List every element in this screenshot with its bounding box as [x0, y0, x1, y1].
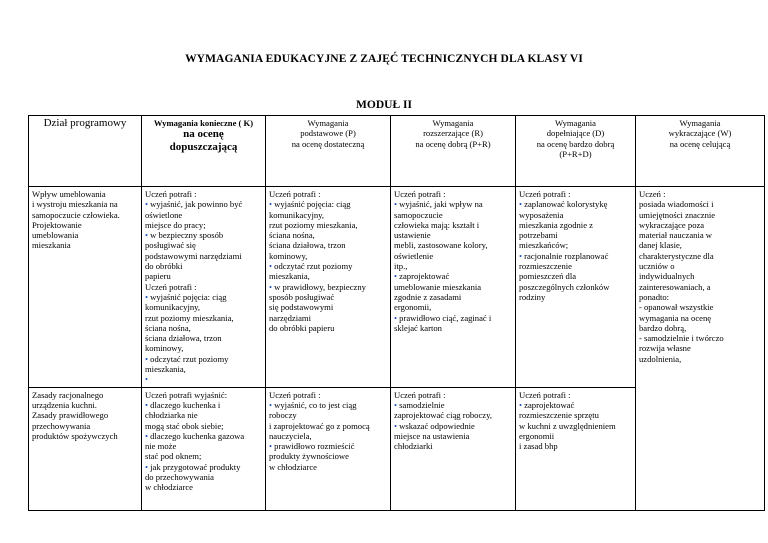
line-text: miejsce na ustawienia	[394, 430, 470, 441]
cell-line	[145, 441, 262, 451]
document-title: WYMAGANIA EDUKACYJNE Z ZAJĘĆ TECHNICZNYCH DLA KLASY VI	[185, 53, 583, 65]
cell-line	[394, 390, 512, 400]
header-r-line3: na ocenę dobrą (P+R)	[415, 138, 491, 149]
bullet-icon: •	[519, 250, 525, 261]
cell-line	[269, 261, 387, 271]
cell-line: umiejętności znacznie	[639, 209, 716, 220]
line-text: sposób posługiwać	[269, 291, 335, 302]
header-row	[29, 116, 765, 187]
cell-line: - opanował wszystkie	[639, 302, 714, 313]
cell-line	[145, 374, 262, 384]
header-exceeding-w	[636, 116, 765, 187]
line-text: poszczególnych członków	[519, 281, 610, 292]
line-text: ściana działowa, trzon	[269, 240, 346, 251]
line-text: racjonalnie rozplanować	[524, 250, 609, 261]
line-text: do przechowywania	[145, 472, 214, 483]
cell-line	[519, 220, 632, 230]
line-text: sklejać karton	[394, 322, 442, 333]
cell-line: Zasady prawidłowego	[32, 410, 109, 421]
cell-line	[145, 282, 262, 292]
cell-line	[145, 354, 262, 364]
header-d-line1: Wymagania	[554, 118, 596, 128]
line-text: ściana działowa, trzon	[145, 333, 222, 344]
cell-line: produktów spożywczych	[32, 430, 118, 441]
line-text: człowieka mają: kształt i	[394, 219, 480, 230]
cell-line: i wystroju mieszkania na	[32, 199, 118, 210]
cell-line	[269, 220, 387, 230]
line-text: w prawidłowy, bezpieczny	[274, 281, 366, 292]
topic-cell	[29, 387, 142, 510]
cell-line	[269, 199, 387, 209]
requirements-table	[28, 115, 765, 511]
cell-line	[519, 292, 632, 302]
cell-line	[269, 431, 387, 441]
cell-line	[145, 333, 262, 343]
cell-line	[269, 323, 387, 333]
bullet-icon: •	[394, 312, 400, 323]
header-complementary-d	[516, 116, 636, 187]
line-text: Uczeń potrafi :	[269, 389, 321, 400]
cell-line	[394, 271, 512, 281]
cell-line	[269, 210, 387, 220]
header-d-line3: na ocenę bardzo dobrą	[536, 138, 615, 149]
cell-line	[269, 292, 387, 302]
line-text: komunikacyjny,	[269, 209, 325, 220]
cell-line: Zasady racjonalnego	[32, 389, 104, 400]
cell-line	[394, 240, 512, 250]
cell-line: urządzenia kuchni.	[32, 399, 97, 410]
cell-line	[519, 230, 632, 240]
cell-line	[269, 240, 387, 250]
cell-line	[519, 400, 632, 410]
bullet-icon: •	[145, 461, 151, 472]
cell-line: Wpływ umeblowania	[32, 189, 106, 199]
line-text: w chłodziarce	[145, 482, 193, 493]
cell-line	[394, 441, 512, 451]
cell-line	[269, 251, 387, 261]
bullet-icon: •	[519, 199, 525, 210]
cell-line: posiada wiadomości i	[639, 199, 714, 210]
line-text: nie może	[145, 441, 177, 452]
cell-line	[269, 451, 387, 461]
bullet-icon: •	[394, 420, 400, 431]
cell-line: - samodzielnie i twórczo	[639, 333, 724, 344]
cell-line	[145, 410, 262, 420]
line-text: chłodziarka nie	[145, 410, 198, 421]
bullet-icon: •	[145, 230, 151, 241]
bullet-icon: •	[145, 430, 151, 441]
header-r-line2: rozszerzające (R)	[423, 128, 483, 139]
cell-line	[394, 282, 512, 292]
cell-line	[519, 210, 632, 220]
line-text: do obróbki papieru	[269, 322, 335, 333]
cell-line: rozwija własne	[639, 343, 691, 354]
line-text: jak przygotować produkty	[150, 461, 241, 472]
k-cell	[142, 387, 266, 510]
topic-cell	[29, 187, 142, 388]
cell-line	[145, 323, 262, 333]
cell-line: mieszkania	[32, 240, 71, 251]
cell-line: materiał nauczania w	[639, 230, 713, 241]
cell-line	[394, 230, 512, 240]
line-text: wskazać odpowiednie	[399, 420, 475, 431]
line-text: wyjaśnić pojęcia: ciąg	[150, 291, 227, 302]
cell-line	[269, 390, 387, 400]
line-text: rozmieszczenie	[519, 261, 572, 272]
bullet-icon: •	[394, 199, 400, 210]
cell-line	[145, 210, 262, 220]
line-text: podstawowymi narzędziami	[145, 250, 242, 261]
cell-line: zainteresowaniach, a	[639, 281, 711, 292]
bullet-icon: •	[145, 374, 149, 385]
bullet-icon: •	[269, 399, 275, 410]
line-text: dlaczego kuchenka i	[150, 399, 221, 410]
cell-line	[269, 441, 387, 451]
cell-line: indywidualnych	[639, 271, 695, 282]
cell-line: wykraczające poza	[639, 219, 705, 230]
r-cell	[391, 387, 516, 510]
line-text: Uczeń potrafi :	[519, 389, 571, 400]
cell-line	[145, 199, 262, 209]
cell-line	[145, 482, 262, 492]
line-text: rozmieszczenie sprzętu	[519, 410, 599, 421]
cell-line	[145, 364, 262, 374]
d-cell	[516, 187, 636, 388]
cell-line: samopoczucie człowieka.	[32, 209, 120, 220]
line-text: mieszkania,	[145, 364, 186, 375]
line-text: posługiwać się	[145, 240, 196, 251]
cell-line: ponadto:	[639, 291, 670, 302]
cell-line	[394, 261, 512, 271]
line-text: mieszkania zgodnie z	[519, 219, 593, 230]
cell-line: charakterystyczne dla	[639, 250, 714, 261]
cell-line	[394, 220, 512, 230]
d-cell	[516, 387, 636, 510]
cell-line	[145, 220, 262, 230]
line-text: rzut poziomy mieszkania,	[269, 219, 358, 230]
cell-line	[519, 199, 632, 209]
bullet-icon: •	[269, 281, 275, 292]
cell-line: Uczeń :	[639, 189, 666, 199]
cell-line	[394, 302, 512, 312]
bullet-icon: •	[269, 261, 275, 272]
cell-line	[269, 421, 387, 431]
line-text: itp.,	[394, 261, 408, 272]
cell-line: bardzo dobrą,	[639, 322, 687, 333]
header-k-line2: dopuszczającą	[169, 140, 238, 153]
cell-line	[269, 282, 387, 292]
line-text: mebli, zastosowane kolory,	[394, 240, 488, 251]
line-text: potrzebami	[519, 230, 558, 241]
header-p-line1: Wymagania	[307, 118, 349, 128]
cell-line	[394, 323, 512, 333]
line-text: produkty żywnościowe	[269, 451, 349, 462]
cell-line	[269, 462, 387, 472]
cell-line	[145, 451, 262, 461]
line-text: wyjaśnić pojęcia: ciąg	[274, 199, 351, 210]
cell-line	[269, 302, 387, 312]
line-text: Uczeń potrafi :	[519, 189, 571, 199]
p-cell	[266, 187, 391, 388]
cell-line	[145, 313, 262, 323]
line-text: samopoczucie	[394, 209, 443, 220]
line-text: zaprojektować ciąg roboczy,	[394, 410, 492, 421]
cell-line	[269, 313, 387, 323]
line-text: wyjaśnić, jaki wpływ na	[399, 199, 483, 210]
cell-line	[394, 410, 512, 420]
cell-line	[394, 313, 512, 323]
line-text: do obróbki	[145, 261, 183, 272]
header-p-line2: podstawowe (P)	[300, 128, 356, 139]
line-text: w bezpieczny sposób	[150, 230, 224, 241]
cell-line	[145, 390, 262, 400]
header-p-line3: na ocenę dostateczną	[291, 138, 365, 149]
p-cell	[266, 387, 391, 510]
cell-line: uczniów o	[639, 261, 675, 272]
line-text: ściana nośna,	[145, 322, 191, 333]
line-text: odczytać rzut poziomy	[150, 353, 229, 364]
cell-line: wymagania na ocenę	[639, 312, 712, 323]
w-cell	[636, 187, 765, 511]
bullet-icon: •	[519, 399, 525, 410]
line-text: zaprojektować	[524, 399, 575, 410]
line-text: oświetlone	[145, 209, 183, 220]
module-title: MODUŁ II	[356, 99, 412, 111]
cell-line	[519, 390, 632, 400]
header-basic-p	[266, 116, 391, 187]
line-text: w chłodziarce	[269, 461, 317, 472]
line-text: mieszkańców;	[519, 240, 569, 251]
cell-line	[145, 251, 262, 261]
line-text: prawidłowo rozmieścić	[274, 441, 355, 452]
cell-line	[145, 302, 262, 312]
line-text: dlaczego kuchenka gazowa	[150, 430, 245, 441]
header-section: Dział programowy	[29, 116, 142, 187]
header-k-line1: na ocenę	[183, 128, 224, 141]
line-text: ściana nośna,	[269, 230, 315, 241]
bullet-icon: •	[269, 441, 275, 452]
header-w-line2: wykraczające (W)	[668, 128, 732, 139]
k-cell	[142, 187, 266, 388]
line-text: ustawienie	[394, 230, 431, 241]
line-text: oświetlenie	[394, 250, 434, 261]
cell-line: uzdolnienia,	[639, 353, 682, 364]
cell-line	[145, 261, 262, 271]
cell-line	[394, 431, 512, 441]
line-text: Uczeń potrafi :	[394, 389, 446, 400]
line-text: stać pod oknem;	[145, 451, 202, 462]
line-text: roboczy	[269, 410, 297, 421]
line-text: Uczeń potrafi :	[145, 281, 197, 292]
line-text: samodzielnie	[399, 399, 445, 410]
cell-line	[269, 410, 387, 420]
cell-line	[145, 271, 262, 281]
cell-line	[519, 240, 632, 250]
cell-line	[269, 271, 387, 281]
header-d-line4: (P+R+D)	[559, 148, 592, 159]
line-text: Uczeń potrafi :	[145, 189, 197, 199]
cell-line	[519, 441, 632, 451]
cell-line	[394, 189, 512, 199]
line-text: Uczeń potrafi wyjaśnić:	[145, 389, 228, 400]
line-text: zaprojektować	[399, 271, 450, 282]
header-r-line1: Wymagania	[432, 118, 474, 128]
cell-line	[394, 251, 512, 261]
line-text: i zasad bhp	[519, 441, 558, 452]
cell-line	[145, 421, 262, 431]
line-text: prawidłowo ciąć, zaginać i	[399, 312, 492, 323]
cell-line	[145, 240, 262, 250]
line-text: rodziny	[519, 291, 546, 302]
header-k-title: Wymagania konieczne ( K)	[153, 118, 254, 128]
line-text: zgodnie z zasadami	[394, 291, 462, 302]
cell-line	[519, 261, 632, 271]
cell-line	[145, 462, 262, 472]
bullet-icon: •	[145, 353, 151, 364]
cell-line	[519, 421, 632, 431]
cell-line	[519, 431, 632, 441]
line-text: mogą stać obok siebie;	[145, 420, 224, 431]
line-text: Uczeń potrafi :	[269, 189, 321, 199]
line-text: nauczyciela,	[269, 430, 312, 441]
cell-line	[519, 410, 632, 420]
bullet-icon: •	[394, 399, 400, 410]
line-text: ergonomii,	[394, 302, 432, 313]
r-cell	[391, 187, 516, 388]
cell-line	[269, 230, 387, 240]
line-text: ergonomii	[519, 430, 555, 441]
bullet-icon: •	[145, 399, 151, 410]
cell-line	[145, 230, 262, 240]
line-text: miejsce do pracy;	[145, 219, 206, 230]
line-text: odczytać rzut poziomy	[274, 261, 353, 272]
cell-line	[269, 400, 387, 410]
cell-line	[145, 431, 262, 441]
cell-line	[145, 292, 262, 302]
header-required-k	[142, 116, 266, 187]
line-text: mieszkania,	[269, 271, 310, 282]
line-text: wyjaśnić, co to jest ciąg	[274, 399, 357, 410]
line-text: wyjaśnić, jak powinno być	[150, 199, 243, 210]
line-text: Uczeń potrafi :	[394, 189, 446, 199]
cell-line	[394, 421, 512, 431]
cell-line	[394, 199, 512, 209]
line-text: rzut poziomy mieszkania,	[145, 312, 234, 323]
line-text: papieru	[145, 271, 171, 282]
line-text: narzędziami	[269, 312, 311, 323]
line-text: kominowy,	[269, 250, 308, 261]
header-extended-r	[391, 116, 516, 187]
cell-line: danej klasie,	[639, 240, 682, 251]
line-text: pomieszczeń dla	[519, 271, 577, 282]
line-text: się podstawowymi	[269, 302, 334, 313]
bullet-icon: •	[394, 271, 400, 282]
line-text: komunikacyjny,	[145, 302, 201, 313]
cell-line	[269, 189, 387, 199]
line-text: zaplanować kolorystykę	[524, 199, 608, 210]
bullet-icon: •	[145, 199, 151, 210]
line-text: w kuchni z uwzględnieniem	[519, 420, 616, 431]
header-w-line1: Wymagania	[679, 118, 721, 128]
cell-line	[394, 292, 512, 302]
table-row	[29, 187, 765, 388]
cell-line: umeblowania	[32, 230, 79, 241]
line-text: i zaprojektować go z pomocą	[269, 420, 370, 431]
cell-line	[394, 210, 512, 220]
header-w-line3: na ocenę celującą	[669, 138, 731, 149]
bullet-icon: •	[269, 199, 275, 210]
cell-line	[145, 343, 262, 353]
line-text: kominowy,	[145, 343, 184, 354]
cell-line	[519, 282, 632, 292]
bullet-icon: •	[145, 291, 151, 302]
header-d-line2: dopełniające (D)	[546, 128, 605, 139]
line-text: wyposażenia	[519, 209, 564, 220]
cell-line	[145, 400, 262, 410]
line-text: umeblowanie mieszkania	[394, 281, 482, 292]
cell-line	[519, 251, 632, 261]
cell-line	[394, 400, 512, 410]
cell-line	[519, 271, 632, 281]
line-text: chłodziarki	[394, 441, 433, 452]
cell-line: przechowywania	[32, 420, 91, 431]
cell-line: Projektowanie	[32, 219, 82, 230]
cell-line	[519, 189, 632, 199]
cell-line	[145, 189, 262, 199]
cell-line	[145, 472, 262, 482]
